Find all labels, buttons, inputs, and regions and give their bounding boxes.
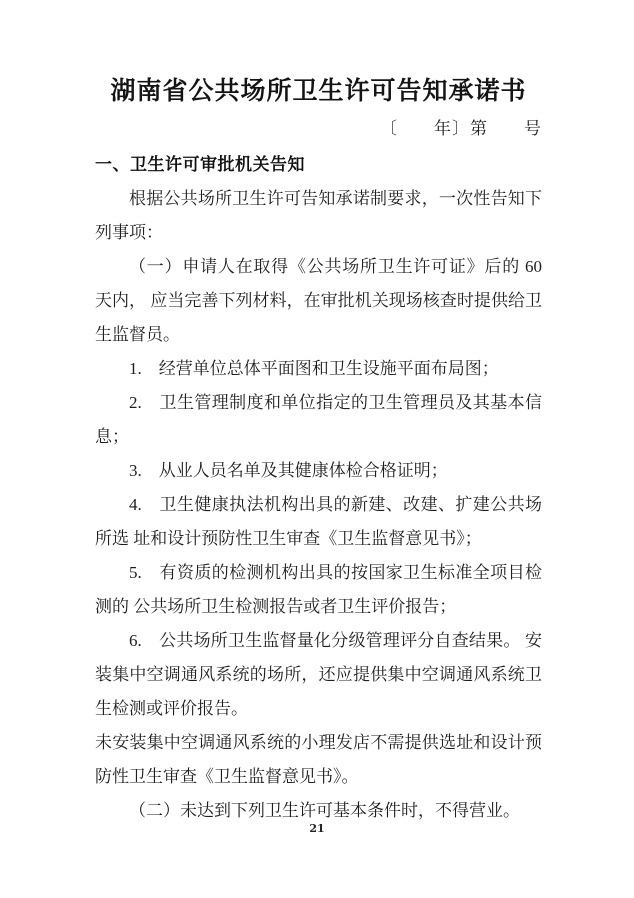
paragraph-material-1: 1. 经营单位总体平面图和卫生设施平面布局图； <box>129 359 499 378</box>
paragraph-item-1: （一）申请人在取得《公共场所卫生许可证》后的 60 天内， 应当完善下列材料，在审批机关现场核查时提供给卫生监督员。 <box>95 257 547 344</box>
document-body <box>95 182 547 828</box>
paragraph-material-3: 3. 从业人员名单及其健康体检合格证明； <box>129 461 448 480</box>
paragraph-intro: 根据公共场所卫生许可告知承诺制要求，一次性告知下列事项： <box>95 189 542 242</box>
page-number: 21 <box>309 822 325 835</box>
paragraph-item-2: （二）未达到下列卫生许可基本条件时，不得营业。 <box>129 801 520 820</box>
paragraph-material-4: 4. 卫生健康执法机构出具的新建、改建、扩建公共场所选 址和设计预防性卫生审查《卫生监督意见书》； <box>95 495 542 548</box>
document-number-line: 〔 年〕第 号 <box>380 119 542 138</box>
paragraph-exception-note: 未安装集中空调通风系统的小理发店不需提供选址和设计预防性卫生审查《卫生监督意见书》。 <box>95 733 542 786</box>
document-title: 湖南省公共场所卫生许可告知承诺书 <box>110 78 527 105</box>
section-heading: 一、卫生许可审批机关告知 <box>95 155 305 174</box>
paragraph-material-5: 5. 有资质的检测机构出具的按国家卫生标准全项目检测的 公共场所卫生检测报告或者卫生评价报告； <box>95 563 542 616</box>
paragraph-material-2: 2. 卫生管理制度和单位指定的卫生管理员及其基本信息； <box>95 393 542 446</box>
paragraph-material-6: 6. 公共场所卫生监督量化分级管理评分自查结果。 安装集中空调通风系统的场所，还应提供集中空调通风系统卫生检测或评价报告。 <box>95 631 542 718</box>
